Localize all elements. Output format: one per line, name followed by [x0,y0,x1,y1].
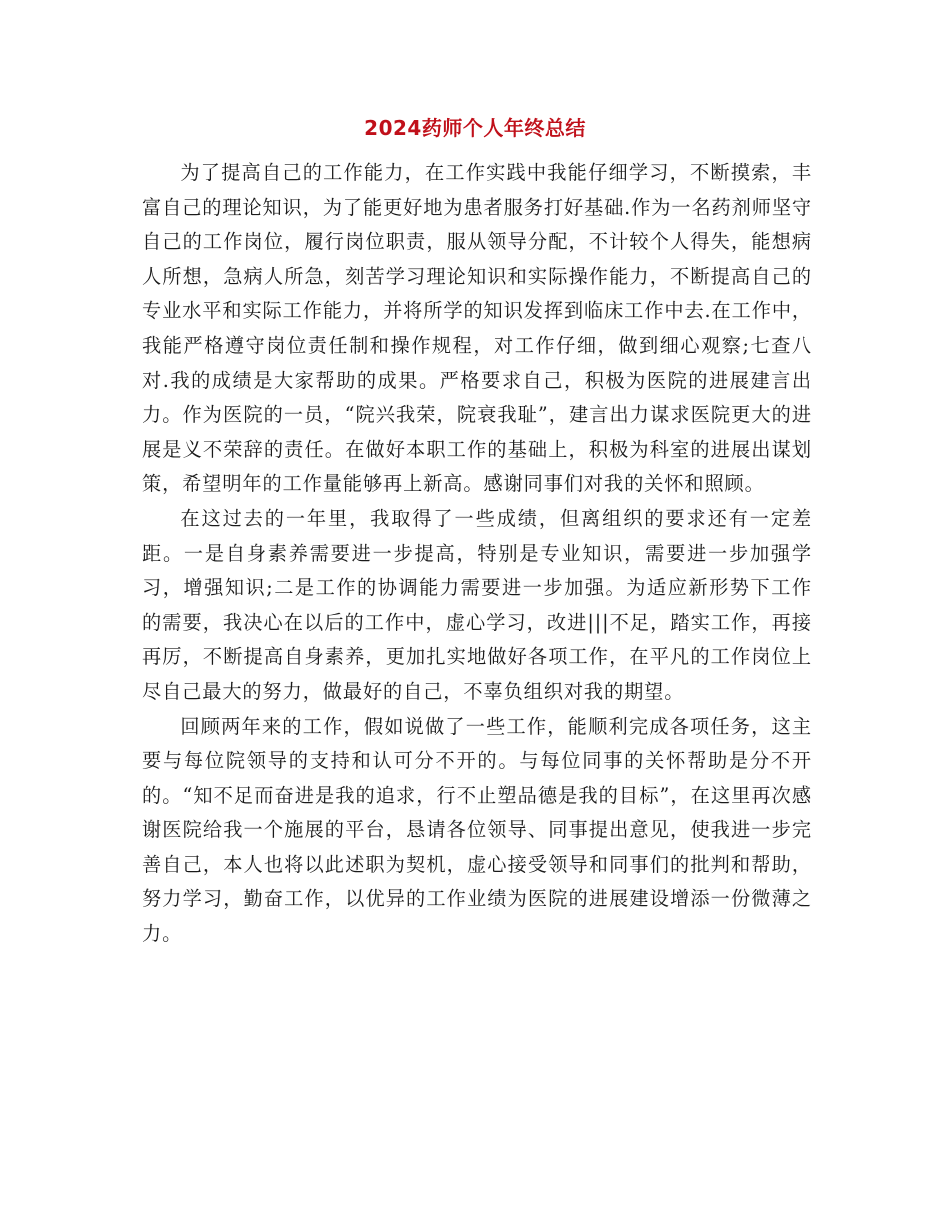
paragraph-3: 回顾两年来的工作，假如说做了一些工作，能顺利完成各项任务，这主要与每位院领导的支持和认可分不开的。与每位同事的关怀帮助是分不开的。“知不足而奋进是我的追求，行不止塑品德是我的目标”，在这里再次感谢医院给我一个施展的平台，恳请各位领导、同事提出意见，使我进一步完善自己，本人也将以此述职为契机，虚心接受领导和同事们的批判和帮助，努力学习，勤奋工作，以优异的工作业绩为医院的进展建设增添一份微薄之力。 [142,714,812,946]
paragraph-1: 为了提高自己的工作能力，在工作实践中我能仔细学习，不断摸索，丰富自己的理论知识，为了能更好地为患者服务打好基础.作为一名药剂师坚守自己的工作岗位，履行岗位职责，服从领导分配，不计较个人得失，能想病人所想，急病人所急，刻苦学习理论知识和实际操作能力，不断提高自己的专业水平和实际工作能力，并将所学的知识发挥到临床工作中去.在工作中，我能严格遵守岗位责任制和操作规程，对工作仔细，做到细心观察;七查八对.我的成绩是大家帮助的成果。严格要求自己，积极为医院的进展建言出力。作为医院的一员，“院兴我荣，院衰我耻”，建言出力谋求医院更大的进展是义不荣辞的责任。在做好本职工作的基础上，积极为科室的进展出谋划策，希望明年的工作量能够再上新高。感谢同事们对我的关怀和照顾。 [142,161,812,496]
document-body [142,156,812,952]
document-title: 2024药师个人年终总结 [364,116,586,140]
paragraph-2: 在这过去的一年里，我取得了一些成绩，但离组织的要求还有一定差距。一是自身素养需要进一步提高，特别是专业知识，需要进一步加强学习，增强知识;二是工作的协调能力需要进一步加强。为适应新形势下工作的需要，我决心在以后的工作中，虚心学习，改进|||不足，踏实工作，再接再厉，不断提高自身素养，更加扎实地做好各项工作，在平凡的工作岗位上尽自己最大的努力，做最好的自己，不辜负组织对我的期望。 [142,506,812,703]
